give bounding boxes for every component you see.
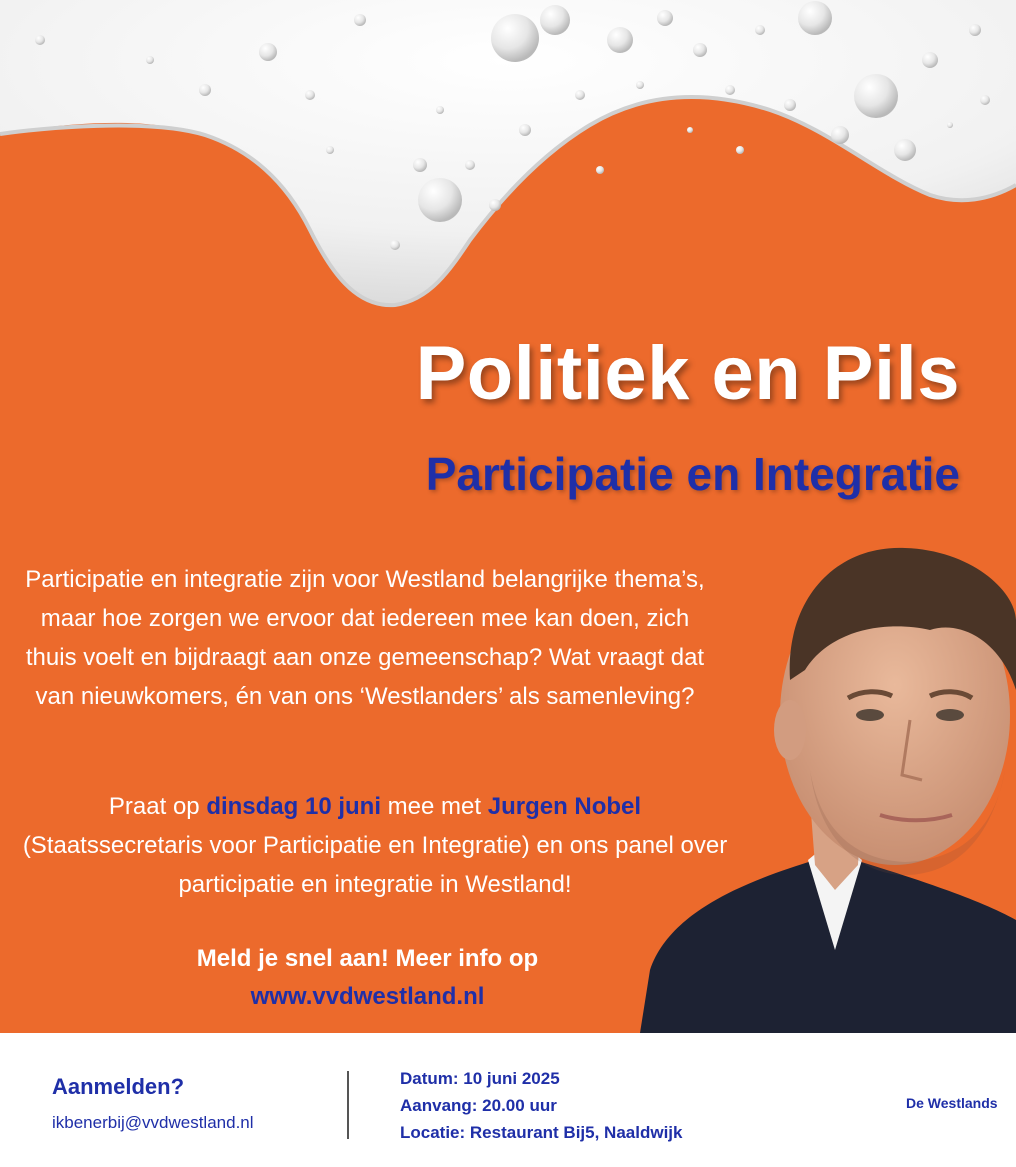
footer-divider [347,1071,349,1139]
register-email-link[interactable]: ikbenerbij@vvdwestland.nl [52,1113,254,1132]
invite-prefix: Praat op [108,793,207,820]
call-to-action [20,940,715,1016]
beer-foam-image [0,0,1016,320]
detail-start-time: Aanvang: 20.00 uur [400,1096,557,1115]
invite-rest: (Staatssecretaris voor Participatie en Integratie) en ons panel over participatie en integratie in Westland! [22,832,728,898]
event-details [400,1065,682,1146]
footer [0,1033,1016,1167]
website-link[interactable]: www.vvdwestland.nl [250,983,485,1010]
invite-text [20,787,730,904]
cta-line: Meld je snel aan! Meer info op [196,945,539,972]
event-title: Politiek en Pils [415,331,960,416]
detail-date: Datum: 10 juni 2025 [400,1069,560,1088]
brand-name: De Westlands [906,1095,998,1111]
register-title: Aanmelden? [52,1074,185,1099]
event-date-highlight: dinsdag 10 juni [206,793,382,820]
detail-location: Locatie: Restaurant Bij5, Naaldwijk [400,1123,683,1142]
intro-text: Participatie en integratie zijn voor Westland belangrijke thema’s, maar hoe zorgen we ervoor dat iedereen mee kan doen, zich thuis voelt en bijdraagt aan onze gemeenschap? Wat vraagt dat van nieuwkomers, én van ons ‘Westlanders’ als samenleving? [25,566,705,710]
invite-middle: mee met [381,793,488,820]
speaker-name: Jurgen Nobel [487,793,642,820]
event-subtitle: Participatie en Integratie [425,448,960,500]
